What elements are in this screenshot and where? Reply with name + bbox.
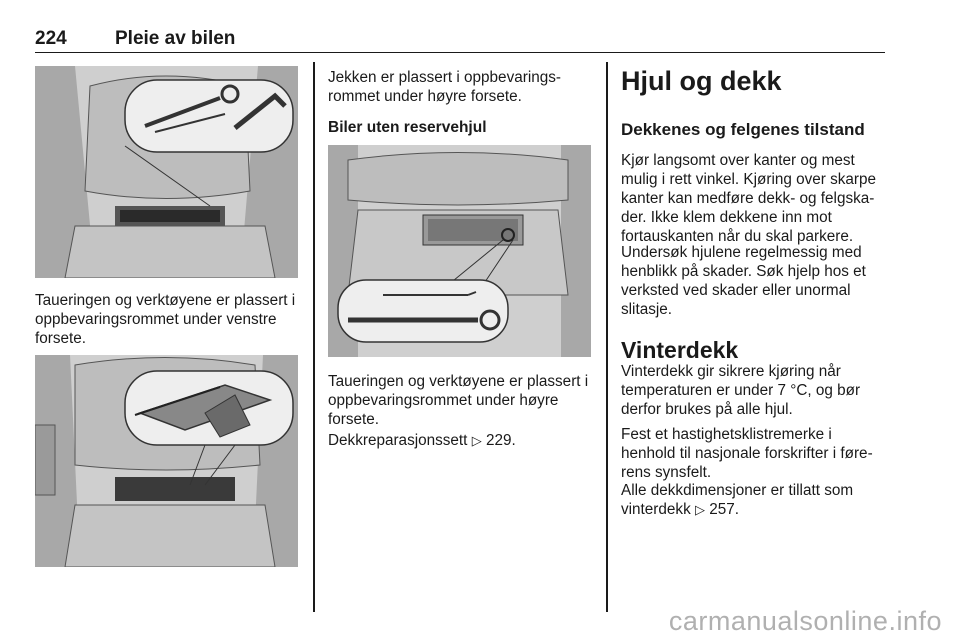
page-number: 224 <box>35 28 67 49</box>
jack-location-text: Jekken er plassert i oppbevarings-rommet under høyre forsete. <box>328 69 561 105</box>
winter-tyres-paragraph-1: Vinterdekk gir sikrere kjøring når temperaturen er under 7 °C, og bør derfor brukes på alle hjul. <box>621 363 861 418</box>
arrow-ref-icon: ▷ <box>471 433 482 448</box>
section-title-wheels-tyres: Hjul og dekk <box>621 66 782 96</box>
arrow-ref-icon: ▷ <box>694 502 705 517</box>
winter-tyres-page-ref[interactable]: 257. <box>709 501 739 518</box>
heading-no-spare-wheel: Biler uten reservehjul <box>328 119 487 136</box>
tire-repair-kit-label: Dekkreparasjonssett <box>328 432 468 449</box>
tyre-condition-paragraph-2: Undersøk hjulene regelmessig med henblikk på skader. Søk hjelp hos et verksted ved skader eller unormal slitasje. <box>621 244 866 318</box>
page-header <box>35 28 885 53</box>
figure-jack-under-seat <box>35 355 298 567</box>
tire-repair-kit-reference <box>328 431 600 450</box>
tire-repair-kit-page[interactable]: 229. <box>485 432 516 449</box>
watermark: carmanualsonline.info <box>668 606 942 636</box>
figure-tools-right-seat <box>328 145 591 357</box>
winter-tyres-paragraph-3 <box>621 481 889 519</box>
heading-winter-tyres: Vinterdekk <box>621 337 739 363</box>
column-divider-2 <box>606 62 608 612</box>
winter-tyres-text: Alle dekkdimensjoner er tillatt som vinterdekk <box>621 482 854 518</box>
winter-tyres-paragraph-2: Fest et hastighetsklistremerke i henhold til nasjonale forskrifter i føre-rens synsfelt. <box>621 426 873 481</box>
caption-left-tools: Taueringen og verktøyene er plassert i oppbevaringsrommet under venstre forsete. <box>35 292 296 347</box>
caption-right-tools: Taueringen og verktøyene er plassert i oppbevaringsrommet under høyre forsete. <box>328 373 589 428</box>
heading-tyre-rim-condition: Dekkenes og felgenes tilstand <box>621 120 865 139</box>
chapter-title: Pleie av bilen <box>115 28 236 49</box>
tyre-condition-paragraph-1: Kjør langsomt over kanter og mest mulig i rett vinkel. Kjøring over skarpe kanter kan medføre dekk- og felgska-der. Ikke klem dekkene inn mot fortauskanten når du skal parkere. <box>621 152 877 245</box>
figure-tools-left-seat <box>35 66 298 278</box>
column-divider-1 <box>313 62 315 612</box>
